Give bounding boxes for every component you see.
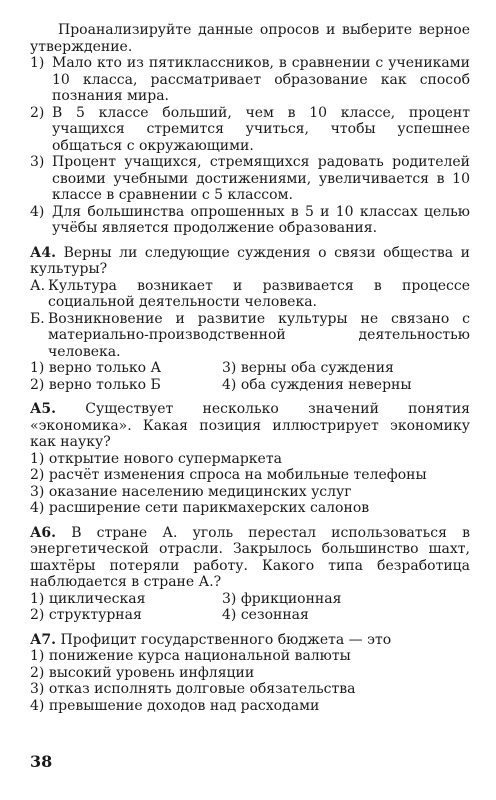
question-body: Профицит государственного бюджета — это bbox=[60, 631, 392, 648]
intro-option bbox=[30, 154, 470, 204]
answer-option: 2) структурная bbox=[30, 607, 142, 623]
answer-option: 4) оба суждения неверны bbox=[222, 376, 412, 393]
intro-option bbox=[30, 204, 470, 237]
option-text: Мало кто из пятиклассников, в сравнении с учениками 10 класса, рассматривает образование как способ познания мира. bbox=[52, 55, 470, 104]
question-body: Существует несколько значений понятия «экономика». Какая позиция иллюстрирует экономику как науку? bbox=[30, 401, 470, 450]
statement bbox=[30, 278, 470, 311]
question-number: А7. bbox=[30, 631, 57, 648]
intro-instruction: Проанализируйте данные опросов и выберите верное утверждение. bbox=[30, 22, 470, 55]
option-text: Процент учащихся, стремящихся радовать родителей своими учебными достижениями, увеличивается в 10 классе в сравнении с 5 классом. bbox=[52, 154, 470, 203]
intro-options bbox=[30, 55, 470, 237]
question-text bbox=[30, 632, 470, 649]
question-text bbox=[30, 401, 470, 451]
question-a6 bbox=[30, 525, 470, 624]
question-a7 bbox=[30, 632, 470, 715]
intro-option bbox=[30, 55, 470, 105]
option-number: 3) bbox=[30, 154, 45, 170]
option-text: В 5 классе больший, чем в 10 классе, процент учащихся стремится учиться, чтобы успешнее общаться с окружающими. bbox=[52, 104, 470, 154]
answer-option: 2) высокий уровень инфляции bbox=[30, 664, 255, 681]
statement-letter: А. bbox=[30, 277, 46, 294]
answer-option: 1) открытие нового супермаркета bbox=[30, 450, 282, 467]
question-text bbox=[30, 245, 470, 278]
option-number: 4) bbox=[30, 203, 45, 220]
option-number: 2) bbox=[30, 104, 45, 121]
question-body: В стране А. уголь перестал использоваться в энергетической отрасли. Закрылось большинство шахт, шахтёры потеряли работу. Какого типа безработица наблюдается в стране А.? bbox=[30, 524, 471, 590]
option-number: 1) bbox=[30, 55, 45, 71]
answer-option: 3) верны оба суждения bbox=[222, 360, 394, 376]
question-number: А4. bbox=[30, 244, 57, 261]
answer-option: 2) расчёт изменения спроса на мобильные телефоны bbox=[30, 467, 427, 483]
answer-option: 1) циклическая bbox=[30, 590, 146, 607]
page-content bbox=[30, 22, 470, 714]
question-number: А5. bbox=[30, 401, 57, 417]
page-number: 38 bbox=[30, 752, 53, 771]
question-body: Верны ли следующие суждения о связи общества и культуры? bbox=[30, 244, 470, 277]
answer-option: 3) оказание населению медицинских услуг bbox=[30, 483, 352, 500]
question-a4 bbox=[30, 245, 470, 394]
answer-options bbox=[30, 591, 470, 624]
statement-letter: Б. bbox=[30, 310, 45, 327]
intro-option bbox=[30, 105, 470, 155]
question-a5 bbox=[30, 401, 470, 517]
answer-option: 4) сезонная bbox=[222, 607, 309, 623]
answer-option: 4) расширение сети парикмахерских салонов bbox=[30, 500, 370, 516]
answer-option: 3) отказ исполнять долговые обязательства bbox=[30, 681, 356, 697]
statement bbox=[30, 311, 470, 361]
answer-option: 4) превышение доходов над расходами bbox=[30, 697, 320, 714]
answer-option: 1) верно только А bbox=[30, 360, 162, 376]
answer-option: 1) понижение курса национальной валюты bbox=[30, 648, 351, 664]
answer-options bbox=[30, 360, 470, 393]
answer-option: 3) фрикционная bbox=[222, 590, 342, 607]
statement-text: Культура возникает и развивается в процессе социальной деятельности человека. bbox=[48, 277, 470, 310]
question-text bbox=[30, 525, 470, 591]
question-number: А6. bbox=[30, 524, 57, 541]
statement-text: Возникновение и развитие культуры не связано с материально-производственной деятельностью человека. bbox=[48, 310, 470, 360]
option-text: Для большинства опрошенных в 5 и 10 классах целью учёбы является продолжение образования. bbox=[52, 203, 470, 236]
answer-option: 2) верно только Б bbox=[30, 376, 161, 393]
